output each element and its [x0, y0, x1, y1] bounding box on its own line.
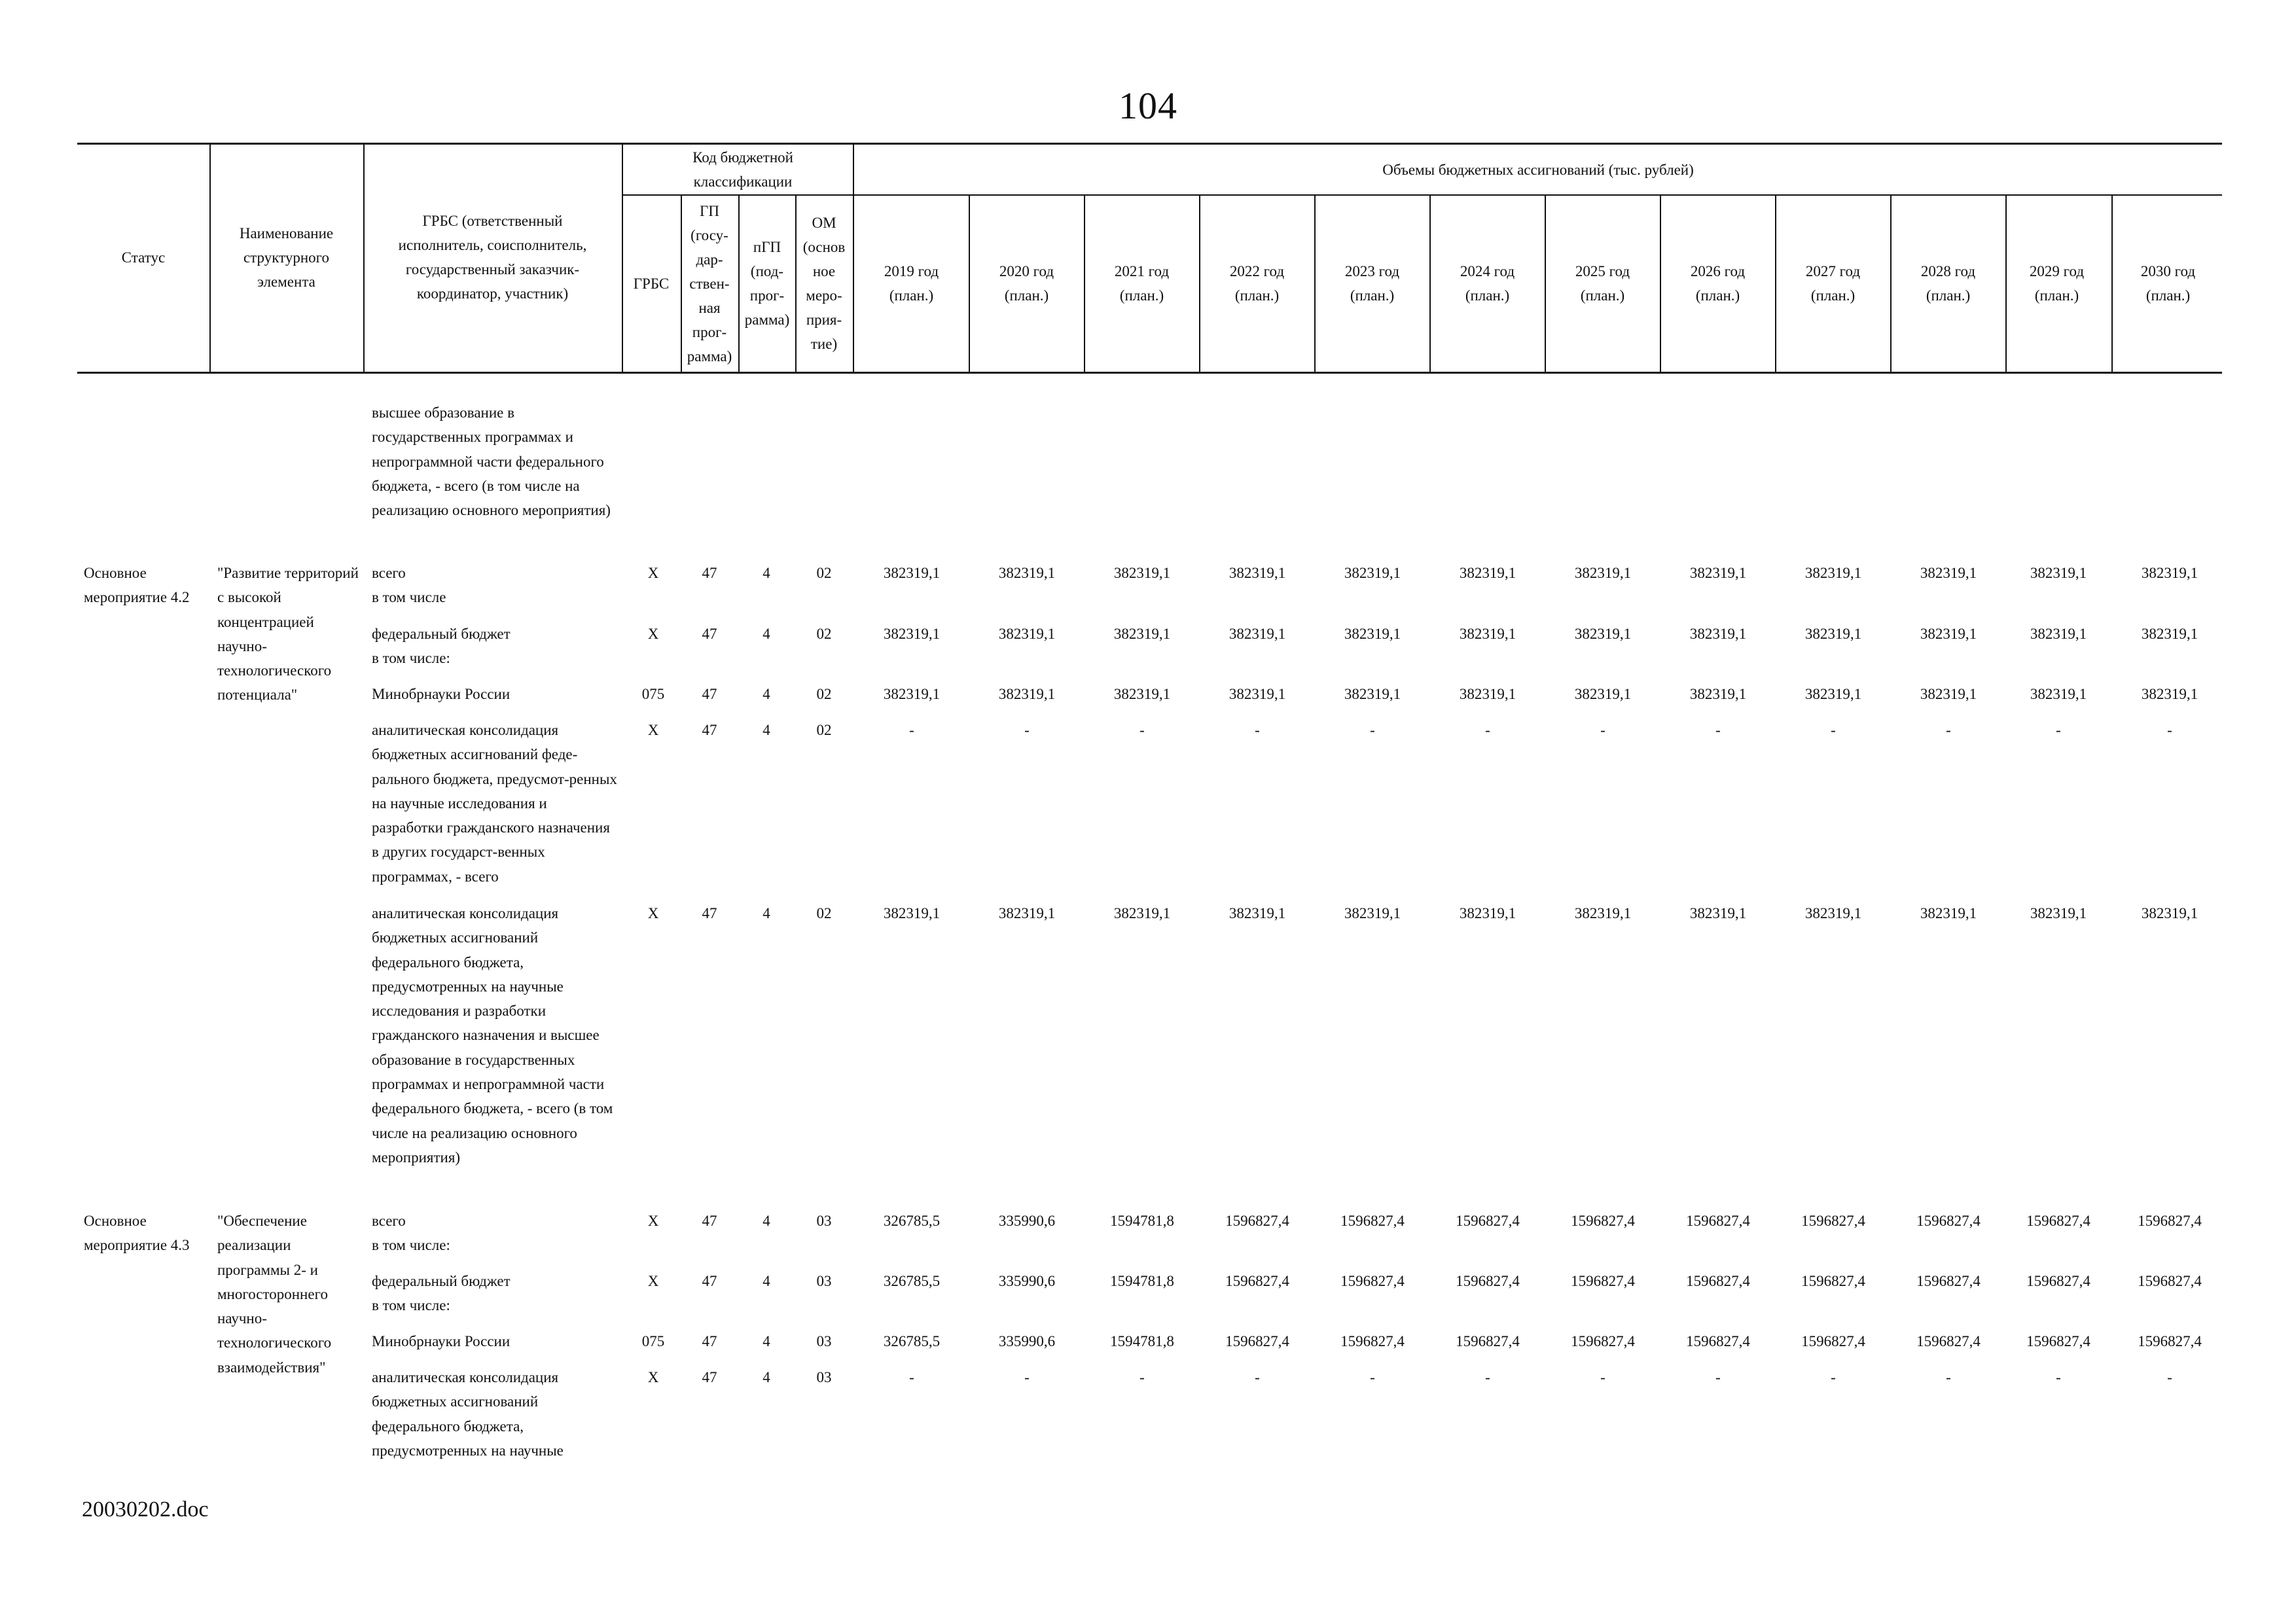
value-cell: 382319,1: [998, 565, 1056, 581]
code-cell: Х: [647, 626, 659, 642]
value-cell: 382319,1: [1344, 686, 1401, 702]
header-divider: [2005, 194, 2007, 372]
row-description: аналитическая консолидация бюджетных ассигнований феде-рального бюджета, предусмот-ренных на научные исследования и разработки гражданского назначения в других государст-венных программах, - всего: [372, 722, 617, 885]
code-cell: 4: [762, 1273, 770, 1289]
value-cell: 1596827,4: [1916, 1213, 1981, 1229]
code-cell: Х: [647, 722, 659, 738]
value-cell: 1594781,8: [1110, 1273, 1174, 1289]
header-divider: [1545, 194, 1546, 372]
row-description: федеральный бюджет в том числе:: [372, 1273, 511, 1314]
value-cell: -: [1370, 722, 1375, 738]
value-cell: -: [1370, 1369, 1375, 1385]
value-cell: 382319,1: [1229, 565, 1286, 581]
value-cell: 326785,5: [883, 1213, 941, 1229]
code-cell: 03: [816, 1273, 832, 1289]
value-cell: 1596827,4: [1686, 1273, 1750, 1289]
code-cell: 4: [762, 1333, 770, 1349]
value-cell: 1596827,4: [1225, 1273, 1289, 1289]
row-description: всего в том числе:: [372, 1213, 450, 1254]
status-cell: Основное мероприятие 4.3: [84, 1213, 190, 1254]
value-cell: -: [1255, 1369, 1260, 1385]
header-divider: [2111, 194, 2113, 372]
value-cell: 1596827,4: [1225, 1333, 1289, 1349]
code-cell: Х: [647, 565, 659, 581]
code-cell: 02: [816, 626, 832, 642]
value-cell: 382319,1: [1344, 905, 1401, 921]
header-year: 2025 год (план.): [1575, 263, 1630, 304]
header-name: Наименование структурного элемента: [239, 224, 334, 290]
value-cell: -: [1485, 1369, 1490, 1385]
header-year: 2027 год (план.): [1805, 263, 1861, 304]
header-divider: [1775, 194, 1776, 372]
value-cell: 382319,1: [1920, 626, 1977, 642]
row-description: федеральный бюджет в том числе:: [372, 626, 511, 667]
value-cell: 326785,5: [883, 1273, 941, 1289]
footer-filename: 20030202.doc: [82, 1497, 209, 1522]
value-cell: 335990,6: [998, 1213, 1056, 1229]
value-cell: -: [1946, 1369, 1951, 1385]
value-cell: 382319,1: [1459, 686, 1516, 702]
header-volumes-group: Объемы бюджетных ассигнований (тыс. рублей): [1382, 161, 1694, 178]
value-cell: 382319,1: [1574, 626, 1632, 642]
value-cell: 382319,1: [1920, 905, 1977, 921]
header-code-grbs: ГРБС: [633, 275, 670, 292]
header-year: 2024 год (план.): [1460, 263, 1515, 304]
header-divider: [1314, 194, 1316, 372]
value-cell: 382319,1: [1689, 626, 1747, 642]
value-cell: -: [1946, 722, 1951, 738]
value-cell: 382319,1: [1229, 905, 1286, 921]
value-cell: -: [1485, 722, 1490, 738]
code-cell: 47: [702, 1273, 717, 1289]
value-cell: 1596827,4: [1686, 1213, 1750, 1229]
value-cell: 382319,1: [1920, 565, 1977, 581]
code-cell: 02: [816, 722, 832, 738]
header-code-pgp: пГП (под-прог-рамма): [744, 239, 790, 328]
header-status: Статус: [121, 249, 166, 266]
code-cell: 47: [702, 565, 717, 581]
code-cell: 075: [641, 1333, 665, 1349]
header-divider: [1429, 194, 1431, 372]
value-cell: -: [1139, 1369, 1145, 1385]
value-cell: -: [2167, 722, 2172, 738]
header-group-divider: [622, 194, 2222, 196]
value-cell: -: [2056, 1369, 2061, 1385]
value-cell: 1596827,4: [1686, 1333, 1750, 1349]
row-description: всего в том числе: [372, 565, 446, 606]
value-cell: 382319,1: [2141, 626, 2198, 642]
header-divider: [1890, 194, 1892, 372]
value-cell: 326785,5: [883, 1333, 941, 1349]
value-cell: 382319,1: [1689, 686, 1747, 702]
row-description: Минобрнауки России: [372, 686, 511, 702]
header-year: 2026 год (план.): [1690, 263, 1746, 304]
header-code-gp: ГП (госу-дар-ствен-ная прог-рамма): [687, 202, 732, 365]
value-cell: 1596827,4: [1801, 1273, 1865, 1289]
value-cell: 382319,1: [1574, 905, 1632, 921]
header-code-group: Код бюджетной классификации: [692, 149, 793, 190]
code-cell: 4: [762, 905, 770, 921]
value-cell: -: [909, 722, 914, 738]
value-cell: 382319,1: [998, 686, 1056, 702]
value-cell: -: [1600, 722, 1605, 738]
value-cell: 1596827,4: [1571, 1273, 1635, 1289]
value-cell: 335990,6: [998, 1333, 1056, 1349]
code-cell: 03: [816, 1333, 832, 1349]
value-cell: 1596827,4: [2026, 1273, 2090, 1289]
header-divider: [1660, 194, 1661, 372]
value-cell: 382319,1: [1459, 626, 1516, 642]
row-description: Минобрнауки России: [372, 1333, 511, 1349]
value-cell: 382319,1: [1689, 565, 1747, 581]
value-cell: 1596827,4: [1571, 1213, 1635, 1229]
status-cell: Основное мероприятие 4.2: [84, 565, 190, 606]
value-cell: 382319,1: [1804, 626, 1862, 642]
header-divider: [1084, 194, 1085, 372]
value-cell: 382319,1: [1344, 565, 1401, 581]
header-divider: [969, 194, 970, 372]
page-number: 104: [1119, 84, 1177, 127]
value-cell: -: [2167, 1369, 2172, 1385]
code-cell: 47: [702, 1369, 717, 1385]
value-cell: 1596827,4: [1801, 1333, 1865, 1349]
value-cell: -: [1831, 722, 1836, 738]
value-cell: 1596827,4: [1456, 1213, 1520, 1229]
code-cell: 02: [816, 905, 832, 921]
header-year: 2021 год (план.): [1114, 263, 1170, 304]
value-cell: 1596827,4: [1916, 1333, 1981, 1349]
value-cell: 382319,1: [2030, 565, 2087, 581]
value-cell: 382319,1: [1804, 565, 1862, 581]
code-cell: 02: [816, 686, 832, 702]
header-year: 2023 год (план.): [1344, 263, 1400, 304]
value-cell: 1596827,4: [1916, 1273, 1981, 1289]
value-cell: 1596827,4: [2026, 1333, 2090, 1349]
code-cell: 4: [762, 1369, 770, 1385]
value-cell: 382319,1: [1113, 905, 1171, 921]
value-cell: 382319,1: [2030, 686, 2087, 702]
header-code-om: ОМ (основ ное меро-прия-тие): [802, 215, 846, 352]
row-description: аналитическая консолидация бюджетных ассигнований федерального бюджета, предусмотренных на научные исследования и разработки гражданского назначения и высшее образование в государственных программах и непрограммной части федерального бюджета, - всего (в том числе на реализацию основного мероприятия): [372, 905, 613, 1166]
value-cell: 1596827,4: [1456, 1273, 1520, 1289]
value-cell: 382319,1: [1804, 905, 1862, 921]
header-year: 2022 год (план.): [1229, 263, 1285, 304]
code-cell: Х: [647, 1273, 659, 1289]
value-cell: 382319,1: [2141, 565, 2198, 581]
code-cell: 075: [641, 686, 665, 702]
value-cell: 382319,1: [883, 686, 941, 702]
value-cell: -: [1255, 722, 1260, 738]
code-cell: 4: [762, 565, 770, 581]
value-cell: 382319,1: [883, 565, 941, 581]
intro-description: высшее образование в государственных программах и непрограммной части федерального бюджета, - всего (в том числе на реализацию основного мероприятия): [372, 404, 611, 519]
value-cell: 382319,1: [1459, 905, 1516, 921]
value-cell: 382319,1: [1689, 905, 1747, 921]
value-cell: 1596827,4: [1571, 1333, 1635, 1349]
value-cell: 382319,1: [2030, 905, 2087, 921]
value-cell: 1596827,4: [2138, 1213, 2202, 1229]
code-cell: Х: [647, 1369, 659, 1385]
value-cell: 1596827,4: [1340, 1213, 1405, 1229]
header-year: 2029 год (план.): [2029, 263, 2085, 304]
value-cell: 382319,1: [1804, 686, 1862, 702]
value-cell: -: [1831, 1369, 1836, 1385]
value-cell: 382319,1: [1920, 686, 1977, 702]
value-cell: -: [1024, 1369, 1030, 1385]
code-cell: 47: [702, 1213, 717, 1229]
code-cell: 4: [762, 722, 770, 738]
header-year: 2030 год (план.): [2140, 263, 2196, 304]
value-cell: 382319,1: [998, 626, 1056, 642]
value-cell: 1594781,8: [1110, 1213, 1174, 1229]
code-cell: Х: [647, 905, 659, 921]
value-cell: 1596827,4: [2138, 1273, 2202, 1289]
value-cell: -: [909, 1369, 914, 1385]
row-description: аналитическая консолидация бюджетных ассигнований федерального бюджета, предусмотренных на научные: [372, 1369, 564, 1459]
value-cell: 382319,1: [998, 905, 1056, 921]
value-cell: 382319,1: [883, 626, 941, 642]
code-cell: 47: [702, 686, 717, 702]
value-cell: 1596827,4: [1340, 1273, 1405, 1289]
header-year: 2019 год (план.): [884, 263, 939, 304]
value-cell: 382319,1: [2141, 905, 2198, 921]
code-cell: 4: [762, 686, 770, 702]
value-cell: -: [1600, 1369, 1605, 1385]
value-cell: 382319,1: [1113, 686, 1171, 702]
value-cell: 1596827,4: [2026, 1213, 2090, 1229]
value-cell: 335990,6: [998, 1273, 1056, 1289]
value-cell: 382319,1: [2141, 686, 2198, 702]
code-cell: 47: [702, 626, 717, 642]
value-cell: 1596827,4: [1225, 1213, 1289, 1229]
code-cell: 03: [816, 1213, 832, 1229]
code-cell: 4: [762, 626, 770, 642]
code-cell: 47: [702, 722, 717, 738]
code-cell: 4: [762, 1213, 770, 1229]
value-cell: 1594781,8: [1110, 1333, 1174, 1349]
value-cell: 382319,1: [1574, 565, 1632, 581]
header-grbs-full: ГРБС (ответственный исполнитель, соисполнитель, государственный заказчик-координатор, участник): [398, 213, 587, 302]
code-cell: 02: [816, 565, 832, 581]
value-cell: -: [1024, 722, 1030, 738]
value-cell: 1596827,4: [1801, 1213, 1865, 1229]
value-cell: 382319,1: [1459, 565, 1516, 581]
value-cell: 1596827,4: [1456, 1333, 1520, 1349]
header-year: 2028 год (план.): [1920, 263, 1976, 304]
value-cell: -: [1715, 1369, 1721, 1385]
value-cell: 382319,1: [1229, 686, 1286, 702]
value-cell: 1596827,4: [2138, 1333, 2202, 1349]
value-cell: 382319,1: [2030, 626, 2087, 642]
header-year: 2020 год (план.): [999, 263, 1054, 304]
value-cell: 1596827,4: [1340, 1333, 1405, 1349]
code-cell: 47: [702, 905, 717, 921]
code-cell: Х: [647, 1213, 659, 1229]
value-cell: -: [1139, 722, 1145, 738]
value-cell: 382319,1: [1574, 686, 1632, 702]
structural-element-name: "Обеспечение реализации программы 2- и многостороннего научно-технологического взаимодействия": [217, 1213, 332, 1376]
value-cell: 382319,1: [883, 905, 941, 921]
header-divider: [1199, 194, 1200, 372]
code-cell: 47: [702, 1333, 717, 1349]
value-cell: 382319,1: [1113, 626, 1171, 642]
value-cell: -: [2056, 722, 2061, 738]
value-cell: 382319,1: [1113, 565, 1171, 581]
value-cell: 382319,1: [1344, 626, 1401, 642]
header-bottom-border: [77, 372, 2222, 374]
structural-element-name: "Развитие территорий с высокой концентрацией научно-технологического потенциала": [217, 565, 359, 704]
value-cell: 382319,1: [1229, 626, 1286, 642]
value-cell: -: [1715, 722, 1721, 738]
code-cell: 03: [816, 1369, 832, 1385]
